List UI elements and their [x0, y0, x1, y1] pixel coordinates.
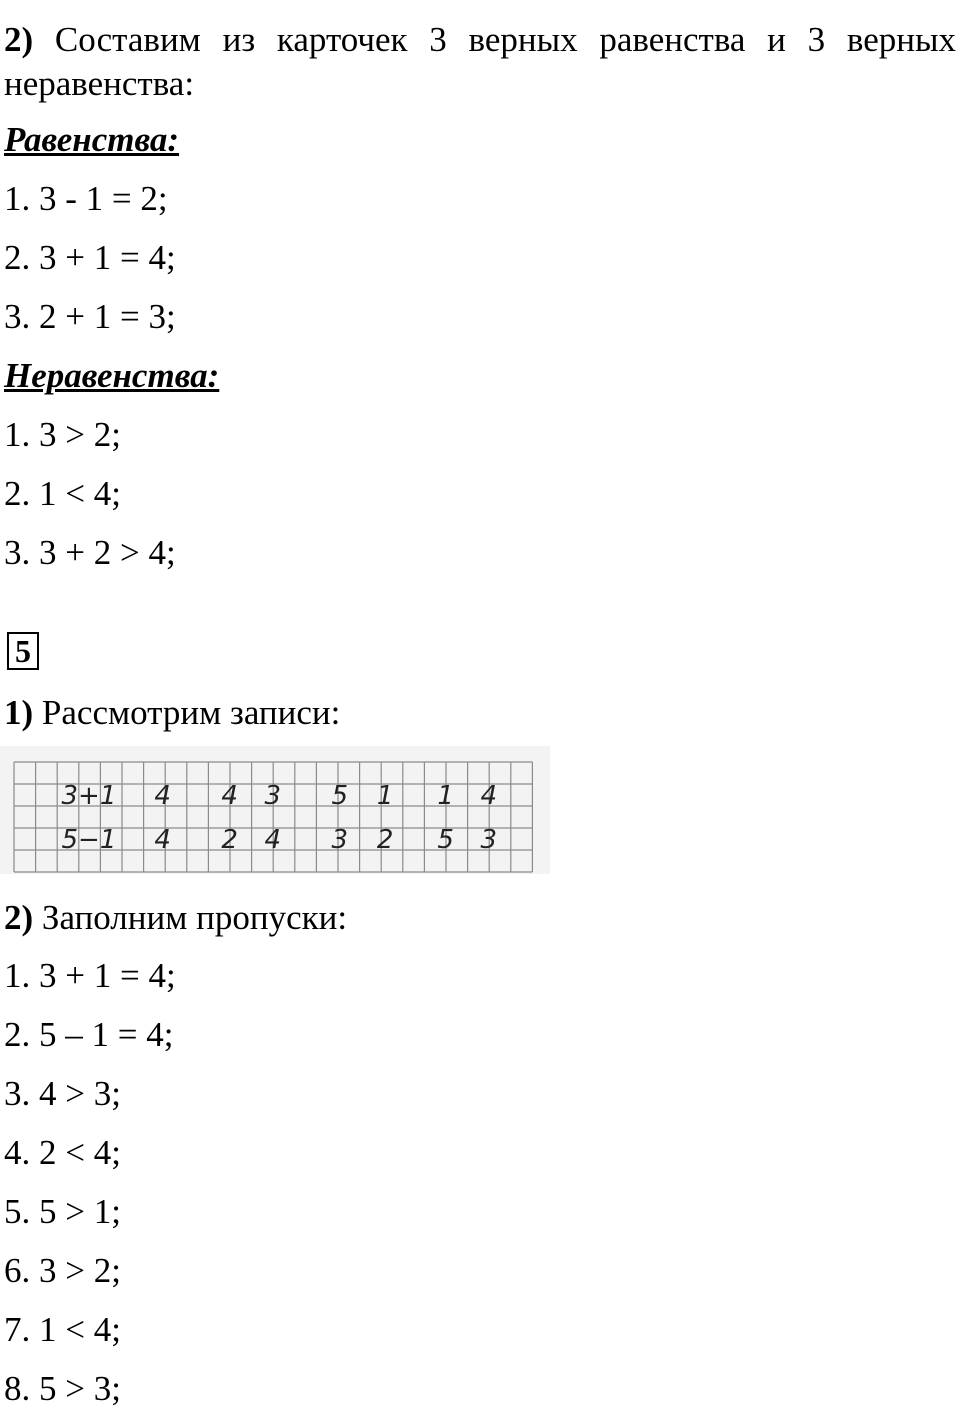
grid-entry: 3: [480, 825, 498, 855]
fill-item: 7. 1 < 4;: [4, 1310, 121, 1349]
fill-item: 6. 3 > 2;: [4, 1251, 121, 1290]
fill-item: 5. 5 > 1;: [4, 1192, 121, 1231]
fill-item: 1. 3 + 1 = 4;: [4, 956, 176, 995]
part2-line: [4, 898, 347, 938]
task-number-box: 5: [7, 632, 39, 670]
grid-entry: 3: [264, 781, 282, 811]
equalities-heading: Равенства:: [4, 120, 180, 159]
grid-entry: 1: [437, 781, 454, 811]
grid-entry: 5: [437, 825, 454, 855]
grid-entry: 2: [221, 825, 238, 855]
grid-entry: 3: [331, 825, 349, 855]
grid-entry: 4: [264, 825, 282, 855]
equality-item: 3. 2 + 1 = 3;: [4, 297, 176, 336]
equality-item: 1. 3 - 1 = 2;: [4, 179, 168, 218]
grid-entry: 5: [331, 781, 349, 811]
part2-text: Заполним пропуски:: [41, 898, 348, 937]
grid-entry: 3+1: [61, 781, 117, 811]
grid-entry: 4: [221, 781, 238, 811]
fill-item: 4. 2 < 4;: [4, 1133, 121, 1172]
equality-item: 2. 3 + 1 = 4;: [4, 238, 176, 277]
intro-paragraph: [4, 18, 956, 106]
fill-item: 2. 5 – 1 = 4;: [4, 1015, 174, 1054]
intro-text: Составим из карточек 3 верных равенства и 3 верных неравенства:: [4, 20, 957, 103]
handwritten-grid: [0, 746, 550, 874]
grid-figure: [0, 746, 550, 874]
inequality-item: 2. 1 < 4;: [4, 474, 121, 513]
grid-entry: 4: [154, 825, 171, 855]
intro-number: 2): [4, 20, 34, 59]
inequality-item: 1. 3 > 2;: [4, 415, 121, 454]
grid-entry: 1: [376, 781, 394, 811]
grid-entry: 4: [480, 781, 498, 811]
part1-number: 1): [4, 693, 34, 732]
part1-line: [4, 693, 340, 733]
inequalities-heading: Неравенства:: [4, 356, 220, 395]
fill-item: 3. 4 > 3;: [4, 1074, 121, 1113]
grid-entry: 5−1: [61, 825, 117, 855]
grid-entry: 2: [376, 825, 394, 855]
inequality-item: 3. 3 + 2 > 4;: [4, 533, 176, 572]
fill-item: 8. 5 > 3;: [4, 1369, 121, 1408]
part1-text: Рассмотрим записи:: [41, 693, 341, 732]
grid-entry: 4: [154, 781, 171, 811]
part2-number: 2): [4, 898, 34, 937]
